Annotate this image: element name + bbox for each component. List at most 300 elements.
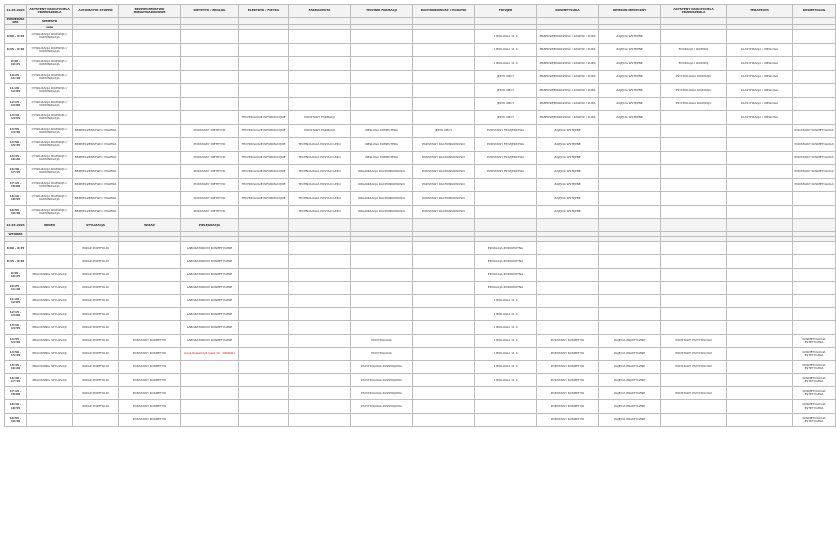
schedule-cell [119, 111, 181, 125]
section-date: 11.03.2024 [5, 5, 27, 18]
section-weekday: WTOREK [5, 232, 27, 237]
schedule-cell: PODSTAWY KOSMETYKI [537, 347, 599, 360]
schedule-cell: TECHNOLOGIA POSTACI LEKU [289, 138, 351, 152]
schedule-cell: Anna Kowalczyk (sala 12 - ODWOŁ) [181, 347, 239, 360]
schedule-cell [661, 138, 727, 152]
schedule-cell [27, 413, 73, 426]
schedule-cell [413, 400, 475, 413]
schedule-cell [119, 205, 181, 219]
section-date: 12.03.2024 [5, 219, 27, 232]
schedule-cell: PODSTAWY DIETETYKI [181, 178, 239, 192]
schedule-cell [351, 294, 413, 307]
time-slot: 18:10 - 18:55 [5, 400, 27, 413]
schedule-cell: WIZAŻ PORTFOLIO [73, 321, 119, 334]
schedule-cell [351, 281, 413, 294]
schedule-cell: PODSTAWY KOSMETYKI [119, 334, 181, 347]
schedule-cell: WIZAŻ PORTFOLIO [73, 360, 119, 373]
schedule-cell [239, 308, 289, 321]
schedule-cell: TECHNOLOGIA POSTACI LEKU [289, 205, 351, 219]
schedule-cell: PSYCHOLOGIA ROZWOJU [661, 70, 727, 84]
column-header: TECHNIK FARMACJI [351, 5, 413, 18]
schedule-cell [727, 30, 793, 44]
schedule-cell: PRACOWNIA STYLIZACJI [27, 334, 73, 347]
schedule-cell [351, 30, 413, 44]
schedule-cell: KLASYFIKACJA / OBSŁUGA [727, 70, 793, 84]
schedule-cell: PODSTAWY PSYCHOLOGII [661, 387, 727, 400]
schedule-cell: BEZPIECZEŃSTWO I HIGIENA [73, 138, 119, 152]
schedule-row [5, 111, 836, 125]
schedule-cell: EDUKACJA I ROZWÓJ [661, 43, 727, 57]
schedule-cell [73, 97, 119, 111]
schedule-cell [289, 347, 351, 360]
schedule-cell [289, 30, 351, 44]
schedule-cell [413, 255, 475, 268]
schedule-cell [119, 321, 181, 334]
schedule-cell [289, 308, 351, 321]
schedule-cell: ZAJĘCIA WSTĘPNE [537, 151, 599, 165]
schedule-cell: CYWILIZACJA ROZWOJU / KOMUNIKACJA [27, 111, 73, 125]
schedule-cell: CYWILIZACJA ROZWOJU / KOMUNIKACJA [27, 178, 73, 192]
schedule-cell: ZAJĘCIA WSTĘPNE [599, 70, 661, 84]
schedule-cell [727, 281, 793, 294]
schedule-cell [239, 374, 289, 387]
schedule-cell: 1 BIOLOGIA 11 S [475, 43, 537, 57]
schedule-cell [793, 57, 836, 71]
schedule-cell: WIZAŻ PORTFOLIO [73, 347, 119, 360]
time-slot: 18:55 - 19:40 [5, 413, 27, 426]
schedule-cell [727, 400, 793, 413]
schedule-cell [537, 308, 599, 321]
schedule-cell: PODSTAWY KOSMETYKI [119, 347, 181, 360]
schedule-cell [793, 97, 836, 111]
schedule-cell: PRZEDSIĘBIORCZOŚĆ I ZAWÓD / KURS [537, 84, 599, 98]
time-slot: 14:50 - 15:35 [5, 138, 27, 152]
schedule-cell: PODSTAWY PSYCHOLOGII [661, 360, 727, 373]
schedule-cell: PODSTAWY KOSMETYKI [119, 400, 181, 413]
schedule-row [5, 84, 836, 98]
schedule-cell: EDUKACJA ZDROWOTNA [475, 281, 537, 294]
teacher-name [119, 18, 181, 25]
schedule-cell: LABORATORIUM KOSMETYCZNE [181, 255, 239, 268]
schedule-cell [661, 111, 727, 125]
schedule-cell: WIZAŻ PORTFOLIO [73, 374, 119, 387]
column-header: TERAPEUTA [727, 5, 793, 18]
schedule-cell [73, 43, 119, 57]
schedule-cell: TECHNOLOGIE INFORMACYJNE [239, 151, 289, 165]
schedule-cell [661, 308, 727, 321]
schedule-cell: KLASYFIKACJA / OBSŁUGA [727, 111, 793, 125]
schedule-cell: PODSTAWY RACHUNKOWOŚCI [413, 192, 475, 206]
schedule-cell: OBSŁUGA KOMPUTERA [351, 124, 413, 138]
schedule-cell [239, 30, 289, 44]
time-slot: 9:40 - 10:25 [5, 268, 27, 281]
column-header: RACHUNKOWOŚĆ I PODATKI [413, 5, 475, 18]
schedule-cell: PODSTAWY KOSMETYKI [537, 387, 599, 400]
schedule-cell [351, 97, 413, 111]
schedule-cell [289, 374, 351, 387]
schedule-cell [661, 321, 727, 334]
schedule-cell [599, 151, 661, 165]
schedule-cell [119, 192, 181, 206]
schedule-cell: TECHNOLOGIE INFORMACYJNE [239, 138, 289, 152]
schedule-cell [727, 387, 793, 400]
schedule-cell [413, 374, 475, 387]
schedule-cell [727, 205, 793, 219]
schedule-row [5, 387, 836, 400]
column-header [537, 219, 599, 232]
schedule-cell [289, 413, 351, 426]
schedule-cell [289, 360, 351, 373]
schedule-cell: PODSTAWY KOSMETYKI [537, 400, 599, 413]
column-header [351, 219, 413, 232]
column-header: WIDEO [27, 219, 73, 232]
schedule-cell [239, 360, 289, 373]
schedule-cell [27, 255, 73, 268]
schedule-cell: 1 BIOLOGIA 11 S [475, 30, 537, 44]
schedule-cell: PRZEDSIĘBIORCZOŚĆ I ZAWÓD / KURS [537, 97, 599, 111]
schedule-cell: JĘZYK OBCY [475, 97, 537, 111]
schedule-cell: TECHNOLOGIA POSTACI LEKU [289, 192, 351, 206]
schedule-cell: PODSTAWY RACHUNKOWOŚCI [413, 138, 475, 152]
schedule-cell [181, 360, 239, 373]
schedule-cell: ORGANIZACJA RACHUNKOWOŚCI [351, 165, 413, 179]
schedule-cell: PRZEDSIĘBIORCZOŚĆ I ZAWÓD / KURS [537, 70, 599, 84]
schedule-cell [793, 205, 836, 219]
schedule-cell [119, 281, 181, 294]
schedule-cell: PODSTAWY KOSMETYKI [537, 413, 599, 426]
schedule-cell: KOSMETOLOGIA ESTETYCZNA [793, 334, 836, 347]
time-slot: 17:15 - 18:00 [5, 387, 27, 400]
schedule-cell [475, 387, 537, 400]
column-header [793, 219, 836, 232]
schedule-cell: WIZAŻ PORTFOLIO [73, 268, 119, 281]
schedule-body [5, 5, 836, 427]
schedule-cell: KLASYFIKACJA / OBSŁUGA [727, 57, 793, 71]
schedule-cell [793, 111, 836, 125]
schedule-row [5, 334, 836, 347]
schedule-cell [599, 165, 661, 179]
column-header [599, 219, 661, 232]
schedule-cell [599, 138, 661, 152]
schedule-cell [119, 43, 181, 57]
schedule-cell: LABORATORIUM KOSMETYCZNE [181, 242, 239, 255]
schedule-cell [727, 255, 793, 268]
schedule-cell: ZAJĘCIA PRAKTYCZNE [599, 387, 661, 400]
schedule-cell [599, 308, 661, 321]
schedule-cell [181, 97, 239, 111]
schedule-cell [661, 30, 727, 44]
schedule-cell: JĘZYK OBCY [475, 70, 537, 84]
schedule-cell [119, 294, 181, 307]
schedule-cell: ZAJĘCIA PRAKTYCZNE [599, 374, 661, 387]
schedule-row [5, 138, 836, 152]
schedule-cell [537, 294, 599, 307]
schedule-cell: ZAJĘCIA PRAKTYCZNE [599, 400, 661, 413]
schedule-cell: EDUKACJA ZDROWOTNA [475, 268, 537, 281]
schedule-cell: ZAJĘCIA PRAKTYCZNE [599, 413, 661, 426]
schedule-row [5, 400, 836, 413]
time-slot: 10:25 - 11:10 [5, 70, 27, 84]
column-header [289, 219, 351, 232]
schedule-row [5, 192, 836, 206]
time-slot: 17:15 - 18:00 [5, 178, 27, 192]
schedule-row [5, 70, 836, 84]
schedule-cell [661, 205, 727, 219]
schedule-cell: PODSTAWY DIETETYKI [181, 151, 239, 165]
schedule-cell: TECHNOLOGIA POSTACI LEKU [289, 178, 351, 192]
schedule-cell [239, 294, 289, 307]
schedule-cell: CYWILIZACJA ROZWOJU / KOMUNIKACJA [27, 151, 73, 165]
schedule-cell [239, 255, 289, 268]
schedule-row [5, 374, 836, 387]
schedule-cell [239, 281, 289, 294]
schedule-cell: LABORATORIUM KOSMETYCZNE [181, 321, 239, 334]
schedule-cell [181, 30, 239, 44]
schedule-cell [661, 374, 727, 387]
schedule-cell [661, 413, 727, 426]
column-header: KOSMETYCZKA [537, 5, 599, 18]
schedule-cell: PRZEDSIĘBIORCZOŚĆ I ZAWÓD / KURS [537, 111, 599, 125]
time-slot: 14:50 - 15:35 [5, 347, 27, 360]
schedule-cell: PODSTAWY DIETETYKI [181, 205, 239, 219]
schedule-cell [475, 400, 537, 413]
schedule-row [5, 43, 836, 57]
schedule-cell: KLASYFIKACJA / OBSŁUGA [727, 97, 793, 111]
schedule-cell [413, 70, 475, 84]
schedule-cell [413, 334, 475, 347]
schedule-cell: 1 BIOLOGIA 11 S [475, 321, 537, 334]
schedule-row [5, 268, 836, 281]
schedule-cell: PRZEDSIĘBIORCZOŚĆ I ZAWÓD / KURS [537, 57, 599, 71]
schedule-cell [793, 43, 836, 57]
schedule-cell: PODSTAWY KOSMETOLOGII [793, 165, 836, 179]
schedule-cell [239, 242, 289, 255]
teacher-name [413, 18, 475, 25]
schedule-cell [599, 242, 661, 255]
time-slot: 15:35 - 16:20 [5, 151, 27, 165]
schedule-cell: PSYCHOLOGIA ROZWOJOWA [351, 374, 413, 387]
schedule-cell [119, 124, 181, 138]
schedule-cell: WIZAŻ PORTFOLIO [73, 242, 119, 255]
schedule-cell: PODSTAWY FARMACJI [289, 111, 351, 125]
schedule-cell: WIZAŻ PORTFOLIO [73, 281, 119, 294]
schedule-cell [475, 413, 537, 426]
column-header: DIETETYK / EKOLOG [181, 5, 239, 18]
schedule-cell [661, 178, 727, 192]
column-header: PIELĘGNACJA [181, 219, 239, 232]
schedule-cell [413, 347, 475, 360]
schedule-cell [181, 43, 239, 57]
header-row-teachers [5, 18, 836, 25]
schedule-cell [289, 57, 351, 71]
schedule-cell [119, 165, 181, 179]
schedule-cell [181, 374, 239, 387]
schedule-cell [181, 111, 239, 125]
schedule-cell: PRACOWNIA STYLIZACJI [27, 308, 73, 321]
time-slot: 11:20 - 12:05 [5, 84, 27, 98]
schedule-cell: CYWILIZACJA ROZWOJU / KOMUNIKACJA [27, 70, 73, 84]
schedule-cell: CYWILIZACJA ROZWOJU / KOMUNIKACJA [27, 124, 73, 138]
schedule-cell [73, 70, 119, 84]
schedule-row [5, 360, 836, 373]
schedule-cell [239, 387, 289, 400]
schedule-cell [289, 242, 351, 255]
schedule-cell: PODSTAWY KOSMETYKI [537, 334, 599, 347]
schedule-cell: PSYCHOLOGIA ROZWOJU [661, 97, 727, 111]
schedule-cell [181, 70, 239, 84]
schedule-cell [181, 413, 239, 426]
schedule-cell [181, 387, 239, 400]
schedule-cell [289, 97, 351, 111]
schedule-cell: PODSTAWY DIETETYKI [181, 124, 239, 138]
schedule-cell [413, 242, 475, 255]
schedule-cell: ZAJĘCIA WSTĘPNE [537, 192, 599, 206]
schedule-cell: ORGANIZACJA RACHUNKOWOŚCI [351, 205, 413, 219]
time-slot: 16:30 - 17:15 [5, 165, 27, 179]
schedule-cell: PODSTAWY RACHUNKOWOŚCI [413, 178, 475, 192]
schedule-cell: PSYCHOLOGIA [351, 334, 413, 347]
schedule-cell [599, 178, 661, 192]
schedule-cell [599, 294, 661, 307]
schedule-cell: CYWILIZACJA ROZWOJU / KOMUNIKACJA [27, 165, 73, 179]
schedule-cell [239, 413, 289, 426]
schedule-cell: PODSTAWY KOSMETYKI [119, 360, 181, 373]
column-header [727, 219, 793, 232]
schedule-cell [727, 192, 793, 206]
schedule-cell [289, 387, 351, 400]
schedule-cell [351, 242, 413, 255]
schedule-cell: ZAJĘCIA WSTĘPNE [599, 30, 661, 44]
time-slot: 13:55 - 14:40 [5, 124, 27, 138]
section-weekday: PONIEDZIAŁEK [5, 18, 27, 25]
schedule-cell [351, 111, 413, 125]
column-header [413, 219, 475, 232]
time-slot: 13:10 - 13:55 [5, 111, 27, 125]
schedule-row [5, 347, 836, 360]
schedule-cell: PRZEDSIĘBIORCZOŚĆ I ZAWÓD / KURS [537, 30, 599, 44]
schedule-cell [413, 43, 475, 57]
teacher-name [661, 18, 727, 25]
column-header [239, 219, 289, 232]
schedule-cell: PRACOWNIA STYLIZACJI [27, 347, 73, 360]
schedule-cell [119, 308, 181, 321]
schedule-cell: ZAJĘCIA WSTĘPNE [537, 124, 599, 138]
schedule-cell [413, 30, 475, 44]
schedule-cell [413, 387, 475, 400]
schedule-cell: ZAJĘCIA WSTĘPNE [599, 84, 661, 98]
schedule-cell: 1 BIOLOGIA 11 S [475, 347, 537, 360]
schedule-cell [119, 138, 181, 152]
schedule-cell: KOSMETOLOGIA ESTETYCZNA [793, 374, 836, 387]
schedule-cell: PODSTAWY PSYCHOLOGII [661, 334, 727, 347]
column-header: FRYZJER [475, 5, 537, 18]
schedule-cell [289, 70, 351, 84]
schedule-cell: PODSTAWY KOSMETOLOGII [793, 178, 836, 192]
time-slot: 15:35 - 16:20 [5, 360, 27, 373]
schedule-cell [793, 255, 836, 268]
schedule-cell: ZAJĘCIA WSTĘPNE [537, 138, 599, 152]
schedule-cell: PODSTAWY KOSMETYKI [119, 374, 181, 387]
schedule-cell: WIZAŻ PORTFOLIO [73, 294, 119, 307]
schedule-cell [73, 84, 119, 98]
schedule-cell [727, 308, 793, 321]
teacher-name [289, 18, 351, 25]
schedule-cell: PSYCHOLOGIA ROZWOJOWA [351, 360, 413, 373]
column-header: OPIEKUN MEDYCZNY [599, 5, 661, 18]
time-slot: 8:45 - 9:30 [5, 43, 27, 57]
time-slot: 8:00 - 8:45 [5, 242, 27, 255]
schedule-cell [599, 255, 661, 268]
schedule-cell [413, 413, 475, 426]
teacher-name [239, 18, 289, 25]
teacher-name [73, 18, 119, 25]
schedule-cell: PODSTAWY FRYZJERSTWA [475, 151, 537, 165]
schedule-cell [727, 242, 793, 255]
schedule-cell [119, 151, 181, 165]
teacher-name [793, 18, 836, 25]
schedule-cell [239, 268, 289, 281]
schedule-cell: WIZAŻ PORTFOLIO [73, 334, 119, 347]
schedule-cell [351, 70, 413, 84]
schedule-cell [413, 321, 475, 334]
schedule-cell: ZAJĘCIA WSTĘPNE [537, 205, 599, 219]
schedule-cell: PODSTAWY PSYCHOLOGII [661, 347, 727, 360]
schedule-cell: PRACOWNIA STYLIZACJI [27, 321, 73, 334]
schedule-cell [239, 321, 289, 334]
schedule-cell: TECHNOLOGIE INFORMACYJNE [239, 192, 289, 206]
schedule-cell: PODSTAWY RACHUNKOWOŚCI [413, 205, 475, 219]
schedule-cell [239, 84, 289, 98]
schedule-cell [239, 347, 289, 360]
schedule-cell [661, 255, 727, 268]
schedule-cell: ZAJĘCIA WSTĘPNE [599, 57, 661, 71]
schedule-cell: ZAJĘCIA PRAKTYCZNE [599, 347, 661, 360]
schedule-cell [239, 205, 289, 219]
time-slot: 8:00 - 8:45 [5, 30, 27, 44]
schedule-row [5, 294, 836, 307]
schedule-cell: PODSTAWY FRYZJERSTWA [475, 124, 537, 138]
time-slot: 13:55 - 14:40 [5, 334, 27, 347]
schedule-row [5, 308, 836, 321]
schedule-cell [727, 124, 793, 138]
schedule-cell: BEZPIECZEŃSTWO I HIGIENA [73, 124, 119, 138]
schedule-cell: BEZPIECZEŃSTWO I HIGIENA [73, 178, 119, 192]
column-header: ASYSTENT NAUCZYCIELA PRZEDSZKOLA [27, 5, 73, 18]
schedule-cell [475, 192, 537, 206]
schedule-cell [239, 57, 289, 71]
header-row-columns [5, 5, 836, 18]
schedule-row [5, 124, 836, 138]
schedule-cell [289, 255, 351, 268]
schedule-row [5, 151, 836, 165]
schedule-cell [351, 84, 413, 98]
column-header: KOSMETOLOG [793, 5, 836, 18]
schedule-cell [537, 281, 599, 294]
teacher-name [181, 18, 239, 25]
schedule-cell [289, 281, 351, 294]
teacher-name [537, 18, 599, 25]
schedule-cell [727, 165, 793, 179]
schedule-cell [413, 268, 475, 281]
schedule-cell [727, 138, 793, 152]
schedule-cell: PODSTAWY KOSMETOLOGII [793, 124, 836, 138]
schedule-cell [289, 43, 351, 57]
schedule-cell: ZAJĘCIA WSTĘPNE [599, 97, 661, 111]
schedule-cell [413, 308, 475, 321]
schedule-cell [181, 57, 239, 71]
schedule-cell [793, 321, 836, 334]
schedule-cell: 1 BIOLOGIA 11 S [475, 294, 537, 307]
